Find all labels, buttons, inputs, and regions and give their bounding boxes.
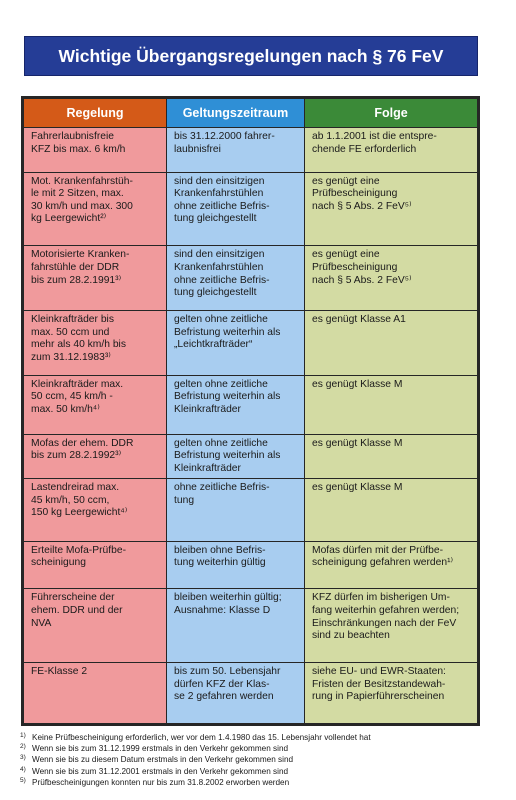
regelung-cell: Kleinkrafträder max. 50 ccm, 45 km/h - max. 50 km/h⁴⁾	[24, 375, 167, 434]
footnote-number: 2)	[20, 743, 26, 751]
header-folge: Folge	[305, 99, 478, 128]
folge-cell: es genügt Klasse M	[305, 375, 478, 434]
footnote-text: Prüfbescheinigungen konnten nur bis zum 31.8.2002 erworben werden	[32, 777, 290, 787]
geltungszeitraum-cell: bis 31.12.2000 fahrer- laubnisfrei	[167, 128, 305, 173]
geltungszeitraum-cell: sind den einsitzigen Krankenfahrstühlen ohne zeitliche Befris- tung gleichgestellt	[167, 246, 305, 311]
footnote-number: 5)	[20, 776, 26, 784]
footnote	[20, 777, 500, 788]
folge-cell: es genügt Klasse M	[305, 434, 478, 479]
table-row	[24, 128, 478, 173]
geltungszeitraum-cell: sind den einsitzigen Krankenfahrstühlen ohne zeitliche Befris- tung gleichgestellt	[167, 172, 305, 246]
table-row	[24, 375, 478, 434]
footnote	[20, 732, 500, 743]
table-row	[24, 311, 478, 376]
table-header-row	[24, 99, 478, 128]
folge-cell: siehe EU- und EWR-Staaten: Fristen der Besitzstandewah- rung in Papierführerscheinen	[305, 663, 478, 724]
geltungszeitraum-cell: ohne zeitliche Befris- tung	[167, 479, 305, 542]
table-row	[24, 479, 478, 542]
footnote	[20, 754, 500, 765]
regelung-cell: FE-Klasse 2	[24, 663, 167, 724]
folge-cell: es genügt eine Prüfbescheinigung nach § 5 Abs. 2 FeV⁵⁾	[305, 172, 478, 246]
footnote	[20, 743, 500, 754]
regelung-cell: Motorisierte Kranken- fahrstühle der DDR bis zum 28.2.1991³⁾	[24, 246, 167, 311]
regelung-cell: Kleinkrafträder bis max. 50 ccm und mehr als 40 km/h bis zum 31.12.1983³⁾	[24, 311, 167, 376]
footnote-text: Keine Prüfbescheinigung erforderlich, wer vor dem 1.4.1980 das 15. Lebensjahr vollendet hat	[32, 733, 371, 742]
geltungszeitraum-cell: bleiben weiterhin gültig; Ausnahme: Klasse D	[167, 589, 305, 663]
regulations-table	[21, 96, 480, 726]
folge-cell: es genügt Klasse M	[305, 479, 478, 542]
table-row	[24, 246, 478, 311]
regelung-cell: Mot. Krankenfahrstüh- le mit 2 Sitzen, max. 30 km/h und max. 300 kg Leergewicht²⁾	[24, 172, 167, 246]
geltungszeitraum-cell: bleiben ohne Befris- tung weiterhin gültig	[167, 541, 305, 589]
footnote-text: Wenn sie bis zu diesem Datum erstmals in den Verkehr gekommen sind	[32, 755, 294, 765]
footnote-text: Wenn sie bis zum 31.12.2001 erstmals in den Verkehr gekommen sind	[32, 766, 289, 776]
page-title: Wichtige Übergangsregelungen nach § 76 FeV	[24, 36, 478, 76]
regelung-cell: Führerscheine der ehem. DDR und der NVA	[24, 589, 167, 663]
footnote-number: 3)	[20, 754, 26, 762]
folge-cell: Mofas dürfen mit der Prüfbe- scheinigung gefahren werden¹⁾	[305, 541, 478, 589]
footnote-number: 1)	[20, 732, 26, 739]
footnote-text: Wenn sie bis zum 31.12.1999 erstmals in den Verkehr gekommen sind	[32, 744, 289, 754]
footnote	[20, 766, 500, 777]
header-regelung: Regelung	[24, 99, 167, 128]
header-geltungszeitraum: Geltungszeitraum	[167, 99, 305, 128]
table-row	[24, 541, 478, 589]
geltungszeitraum-cell: bis zum 50. Lebensjahr dürfen KFZ der Klas- se 2 gefahren werden	[167, 663, 305, 724]
table-row	[24, 172, 478, 246]
geltungszeitraum-cell: gelten ohne zeitliche Befristung weiterhin als Kleinkrafträder	[167, 434, 305, 479]
footnotes	[20, 732, 500, 788]
table-row	[24, 589, 478, 663]
table-row	[24, 663, 478, 724]
regelung-cell: Mofas der ehem. DDR bis zum 28.2.1992³⁾	[24, 434, 167, 479]
table-row	[24, 434, 478, 479]
regelung-cell: Lastendreirad max. 45 km/h, 50 ccm, 150 kg Leergewicht⁴⁾	[24, 479, 167, 542]
folge-cell: KFZ dürfen im bisherigen Um- fang weiterhin gefahren werden; Einschränkungen nach der FeV sind zu beachten	[305, 589, 478, 663]
footnote-number: 4)	[20, 765, 26, 773]
folge-cell: ab 1.1.2001 ist die entspre- chende FE erforderlich	[305, 128, 478, 173]
geltungszeitraum-cell: gelten ohne zeitliche Befristung weiterhin als Kleinkrafträder	[167, 375, 305, 434]
folge-cell: es genügt Klasse A1	[305, 311, 478, 376]
regelung-cell: Erteilte Mofa-Prüfbe- scheinigung	[24, 541, 167, 589]
regelung-cell: Fahrerlaubnisfreie KFZ bis max. 6 km/h	[24, 128, 167, 173]
geltungszeitraum-cell: gelten ohne zeitliche Befristung weiterhin als „Leichtkrafträder“	[167, 311, 305, 376]
folge-cell: es genügt eine Prüfbescheinigung nach § 5 Abs. 2 FeV⁵⁾	[305, 246, 478, 311]
